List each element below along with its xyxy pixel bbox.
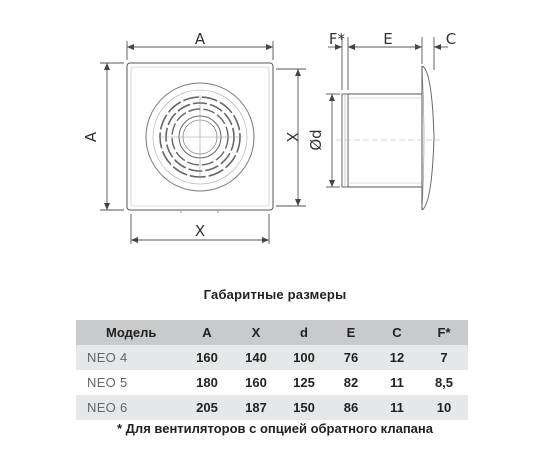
- cell: 100: [293, 350, 315, 365]
- label-f: F*: [328, 30, 346, 48]
- footnote: * Для вентиляторов с опцией обратного клапана: [117, 421, 433, 436]
- cell-model: NEO 6: [87, 400, 128, 415]
- label-a-left: A: [82, 131, 100, 143]
- cell: 205: [196, 400, 218, 415]
- table-row: [76, 395, 468, 420]
- table-title: Габаритные размеры: [203, 287, 347, 302]
- label-c: C: [445, 30, 457, 48]
- cell: 7: [440, 350, 448, 365]
- cell-model: NEO 5: [87, 375, 128, 390]
- col-header-a: A: [202, 325, 212, 340]
- cell: 12: [389, 350, 405, 365]
- col-header-f: F*: [437, 325, 451, 340]
- cell: 82: [343, 375, 359, 390]
- table-header-row: [76, 320, 468, 345]
- cell: 187: [245, 400, 267, 415]
- cell: 125: [293, 375, 315, 390]
- cell: 11: [390, 400, 404, 415]
- cell: 86: [343, 400, 359, 415]
- table-row: [76, 345, 468, 370]
- cell: 10: [436, 400, 452, 415]
- cell: 150: [293, 400, 315, 415]
- table-row: [76, 370, 468, 395]
- col-header-c: C: [392, 325, 402, 340]
- label-x-bottom: X: [194, 222, 206, 240]
- label-e: E: [383, 30, 393, 48]
- dimensions-table: [76, 320, 468, 420]
- col-header-model: Модель: [106, 325, 157, 340]
- label-d: Ød: [307, 129, 325, 151]
- col-header-d: d: [300, 325, 308, 340]
- side-view: [336, 66, 440, 210]
- cell: 11: [390, 375, 404, 390]
- label-x-right: X: [283, 131, 301, 143]
- col-header-e: E: [346, 325, 356, 340]
- grille: [146, 83, 254, 191]
- front-view: [127, 63, 273, 213]
- cell: 140: [245, 350, 267, 365]
- cell: 76: [343, 350, 359, 365]
- cell: 160: [196, 350, 218, 365]
- cell: 160: [245, 375, 267, 390]
- col-header-x: X: [251, 325, 261, 340]
- cell: 180: [196, 375, 218, 390]
- cell: 8,5: [434, 375, 454, 390]
- cell-model: NEO 4: [87, 350, 128, 365]
- label-a-top: A: [194, 30, 206, 48]
